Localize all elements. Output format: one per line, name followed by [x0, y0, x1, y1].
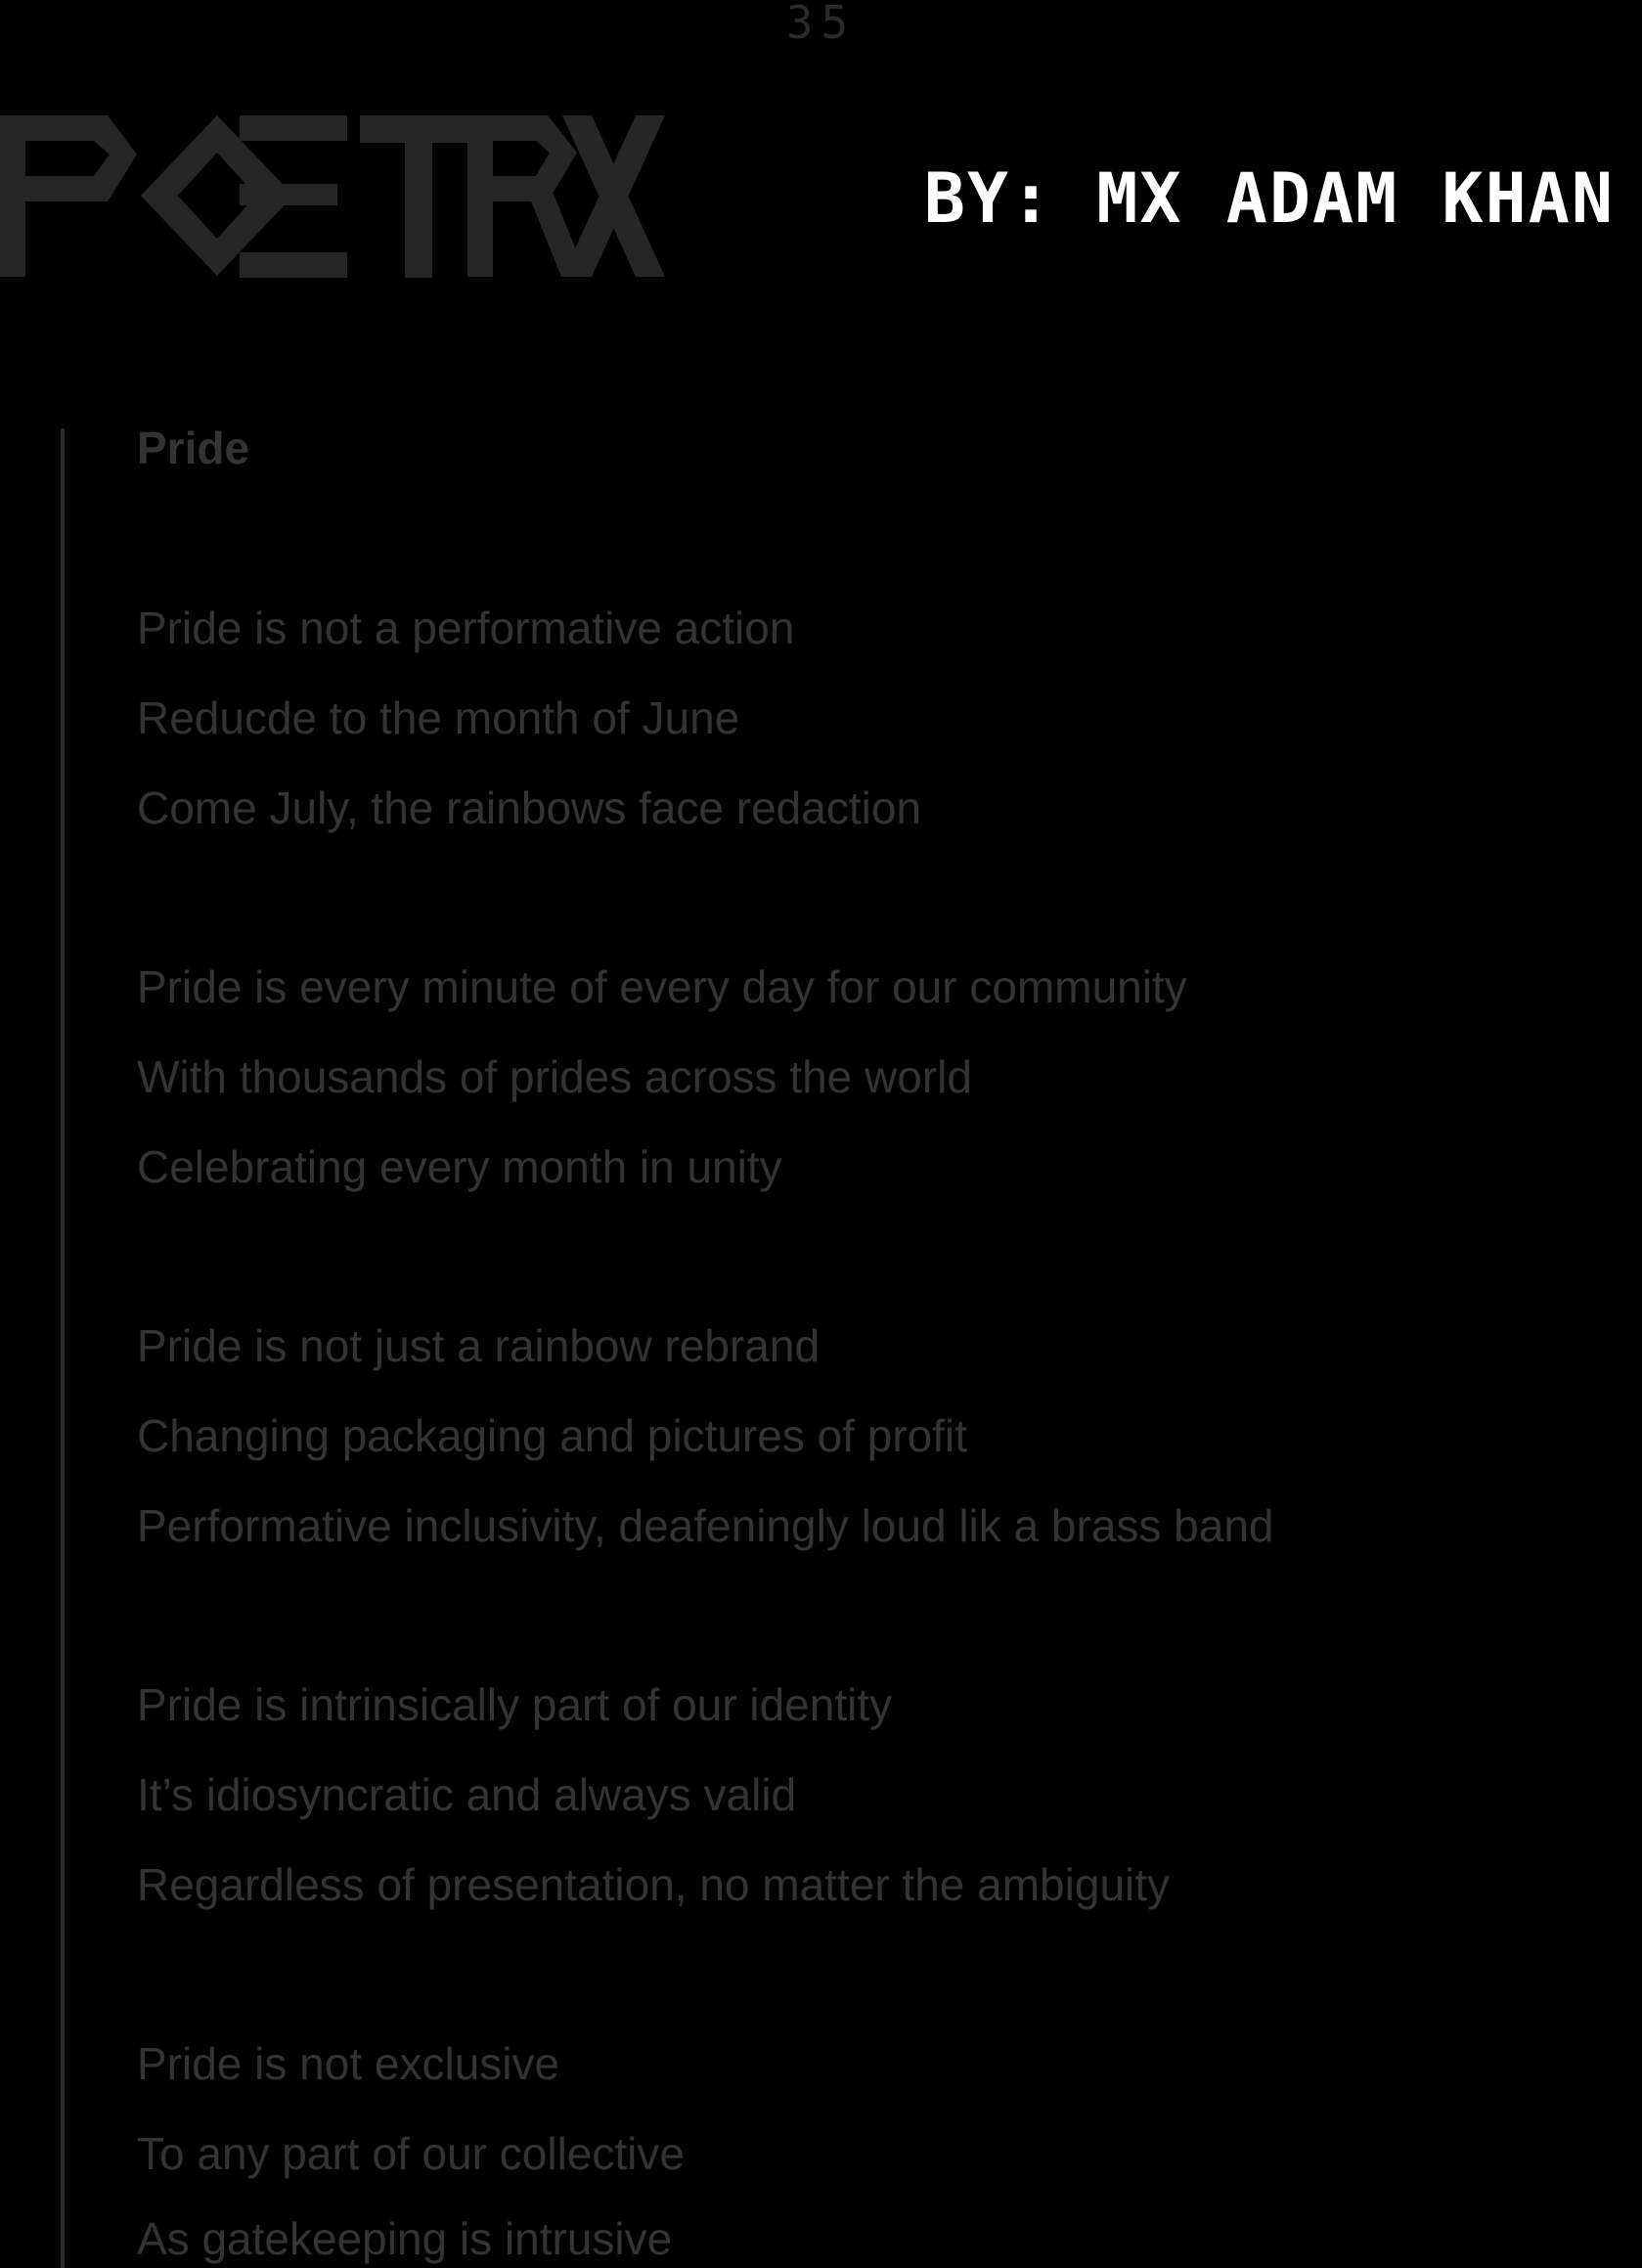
section-title-poetry: [0, 115, 665, 282]
poem-line: Pride is intrinsically part of our identity: [137, 1679, 893, 1730]
poem-line: As gatekeeping is intrusive: [137, 2213, 673, 2264]
poem-line: Celebrating every month in unity: [137, 1141, 782, 1192]
poem-title: Pride: [137, 422, 250, 473]
poem-line: To any part of our collective: [137, 2128, 685, 2179]
poetry-logo-graphic: [0, 115, 665, 282]
vertical-rule: [61, 428, 65, 2268]
poem-line: With thousands of prides across the world: [137, 1051, 972, 1102]
page-number: 35: [785, 0, 857, 49]
poem-line: Come July, the rainbows face redaction: [137, 782, 921, 833]
poem-line: Pride is not a performative action: [137, 602, 795, 653]
poem-line: It’s idiosyncratic and always valid: [137, 1769, 797, 1820]
poem-line: Pride is not exclusive: [137, 2038, 560, 2089]
poem-line: Regardless of presentation, no matter the ambiguity: [137, 1859, 1171, 1910]
poem-line: Performative inclusivity, deafeningly loud lik a brass band: [137, 1500, 1274, 1551]
author-byline: BY: MX ADAM KHAN: [923, 158, 1615, 239]
poem-line: Changing packaging and pictures of profit: [137, 1410, 968, 1461]
poem-line: Pride is every minute of every day for our community: [137, 961, 1187, 1012]
poem-line: Reducde to the month of June: [137, 692, 740, 743]
poem-line: Pride is not just a rainbow rebrand: [137, 1320, 821, 1371]
